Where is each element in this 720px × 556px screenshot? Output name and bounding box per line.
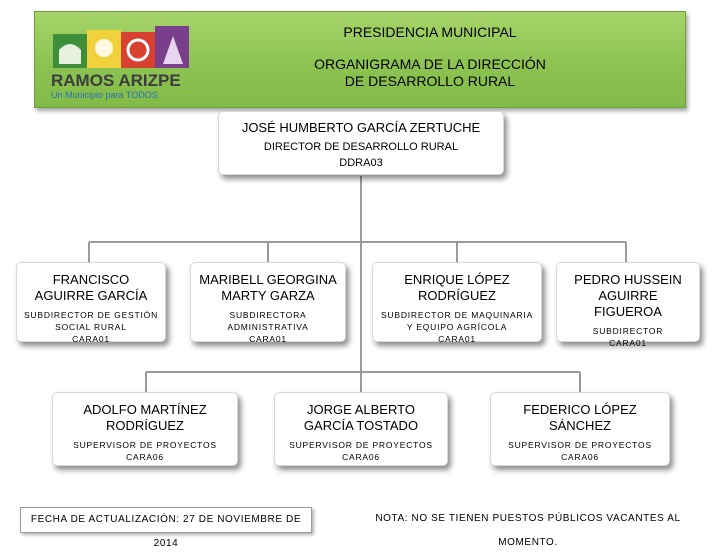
supervisor-role: SUPERVISOR DE PROYECTOS (73, 440, 217, 450)
subdirector-code: CARA01 (438, 334, 476, 344)
vacancy-note: NOTA: NO SE TIENEN PUESTOS PÚBLICOS VACANTES AL MOMENTO. (348, 507, 708, 533)
director-name: JOSÉ HUMBERTO GARCÍA ZERTUCHE (241, 120, 481, 135)
svg-text:RAMOS ARIZPE: RAMOS ARIZPE (51, 71, 181, 90)
subdirector-role: SUBDIRECTOR (592, 326, 664, 336)
subdirector-box (16, 262, 166, 342)
subdirector-code: CARA01 (609, 338, 647, 348)
director-code: DDRA03 (339, 157, 383, 169)
subdirector-code: CARA01 (249, 334, 287, 344)
subdirector-role: SUBDIRECTORA ADMINISTRATIVA (227, 310, 309, 332)
supervisor-role: SUPERVISOR DE PROYECTOS (289, 440, 433, 450)
director-box (218, 111, 504, 175)
update-date-label: FECHA DE ACTUALIZACIÓN: 27 DE NOVIEMBRE DE 2014 (20, 507, 312, 533)
supervisor-name: JORGE ALBERTO GARCÍA TOSTADO (303, 402, 419, 433)
subdirector-name: MARIBELL GEORGINA MARTY GARZA (199, 272, 337, 303)
header-subtitle-line2: DE DESARROLLO RURAL (344, 73, 516, 89)
header-title: PRESIDENCIA MUNICIPAL (343, 24, 517, 40)
subdirector-name: PEDRO HUSSEIN AGUIRRE FIGUEROA (574, 272, 682, 319)
header-subtitle-line1: ORGANIGRAMA DE LA DIRECCIÓN (314, 56, 546, 72)
subdirector-role: SUBDIRECTOR DE MAQUINARIA Y EQUIPO AGRÍCOLA (380, 310, 534, 332)
supervisor-name: ADOLFO MARTÍNEZ RODRÍGUEZ (83, 402, 207, 433)
supervisor-box (490, 392, 670, 466)
svg-text:Un Municipio para TODOS: Un Municipio para TODOS (51, 90, 158, 100)
subdirector-role: SUBDIRECTOR DE GESTIÓN SOCIAL RURAL (23, 310, 159, 332)
supervisor-code: CARA06 (561, 452, 599, 462)
supervisor-code: CARA06 (126, 452, 164, 462)
subdirector-code: CARA01 (72, 334, 110, 344)
subdirector-box (556, 262, 700, 348)
supervisor-box (52, 392, 238, 466)
subdirector-name: FRANCISCO AGUIRRE GARCÍA (34, 272, 148, 303)
supervisor-name: FEDERICO LÓPEZ SÁNCHEZ (523, 402, 637, 433)
subdirector-box (190, 262, 346, 342)
subdirector-name: ENRIQUE LÓPEZ RODRÍGUEZ (404, 272, 510, 303)
supervisor-role: SUPERVISOR DE PROYECTOS (508, 440, 652, 450)
subdirector-box (372, 262, 542, 342)
director-role: DIRECTOR DE DESARROLLO RURAL (263, 141, 459, 153)
supervisor-code: CARA06 (342, 452, 380, 462)
supervisor-box (274, 392, 448, 466)
